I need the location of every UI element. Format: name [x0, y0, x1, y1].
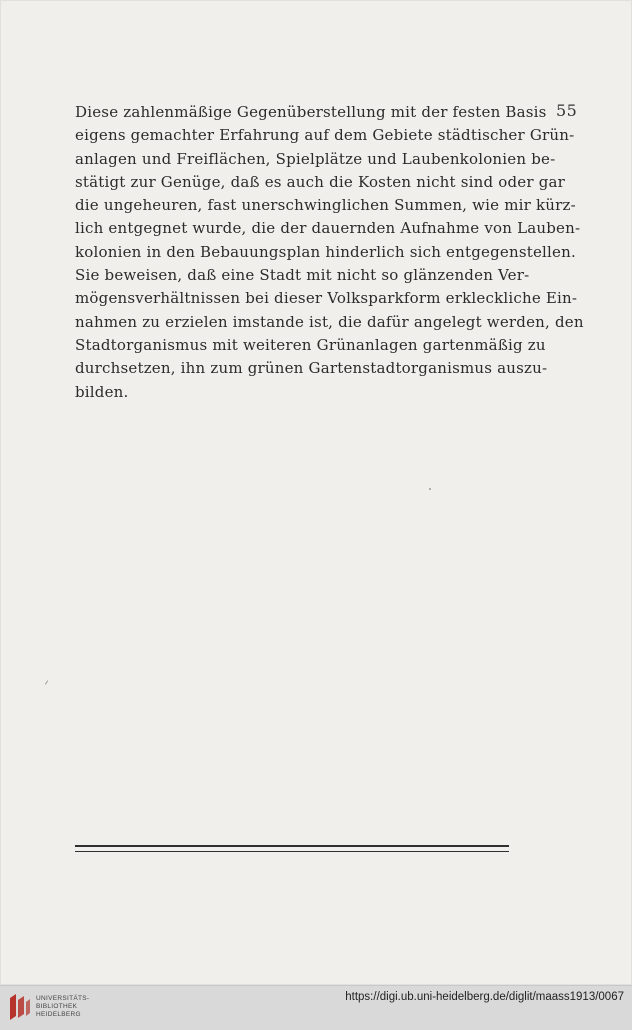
text-line: Stadtorganismus mit weiteren Grünanlagen gartenmäßig zu: [75, 335, 546, 354]
footer-rule-thick: [75, 845, 509, 847]
library-logo-icon: [6, 992, 32, 1022]
paper-speck: [45, 680, 49, 685]
footer-rule-thin: [75, 851, 509, 852]
text-line: eigens gemachter Erfahrung auf dem Gebiete städtischer Grün-: [75, 126, 575, 145]
paper-speck: [429, 488, 431, 490]
page-number: 55: [556, 101, 578, 120]
text-line: anlagen und Freiflächen, Spielplätze und Laubenkolonien be-: [75, 149, 556, 168]
text-line: lich entgegnet wurde, die der dauernden Aufnahme von Lauben-: [75, 219, 581, 238]
text-line: stätigt zur Genüge, daß es auch die Kosten nicht sind oder gar: [75, 172, 566, 191]
text-line: Diese zahlenmäßige Gegenüberstellung mit der festen Basis: [75, 103, 547, 121]
library-name: UNIVERSITÄTS- BIBLIOTHEK HEIDELBERG: [36, 995, 90, 1018]
text-line: mögensverhältnissen bei dieser Volksparkform erkleckliche Ein-: [75, 289, 578, 308]
text-line: Sie beweisen, daß eine Stadt mit nicht so glänzenden Ver-: [75, 266, 530, 285]
text-line: durchsetzen, ihn zum grünen Gartenstadtorganismus auszu-: [75, 359, 548, 378]
text-line: bilden.: [75, 382, 129, 401]
text-line: die ungeheuren, fast unerschwinglichen Summen, wie mir kürz-: [75, 196, 576, 215]
viewer-footer: [0, 985, 632, 1030]
permalink-url[interactable]: https://digi.ub.uni-heidelberg.de/diglit/maass1913/0067: [345, 991, 624, 1003]
text-line: nahmen zu erzielen imstande ist, die dafür angelegt werden, den: [75, 312, 584, 331]
text-line: kolonien in den Bebauungsplan hinderlich sich entgegenstellen.: [75, 242, 576, 261]
